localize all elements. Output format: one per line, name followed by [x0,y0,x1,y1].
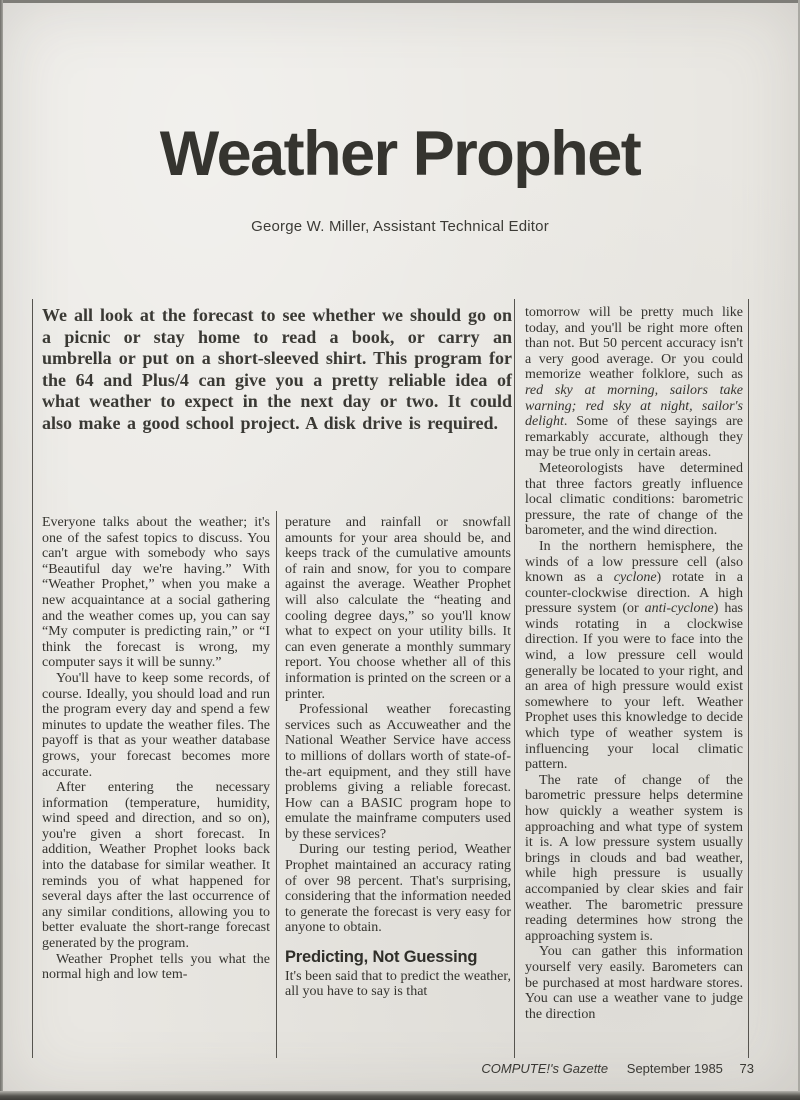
magazine-name: COMPUTE!'s Gazette [481,1061,609,1076]
article-byline: George W. Miller, Assistant Technical Editor [251,218,549,235]
text-segment: During our testing period, Weather Prophet maintained an accuracy rating of over 98 percent. That's surprising, considering that the information needed to generate the forecast is very easy for anyone to obtain. [285,842,511,936]
column-divider-left [276,511,277,1058]
text-segment: Professional weather forecasting services such as Accuweather and the National Weather Service have access to millions of dollars worth of state-of-the-art equipment, and they still have problems giving a reliable forecast. How can a BASIC program hope to emulate the mainframe computers used by these services? [285,702,511,842]
text-segment: Everyone talks about the weather; it's one of the safest topics to discuss. You can't argue with somebody who says “Beautiful day we're having.” With “Weather Prophet,” when you make a new acquaintance at a social gathering and the weather comes up, you can say “My computer is predicting rain,” or “I think the forecast is wrong, my computer says it will be sunny.” [42,515,270,671]
text-segment: Meteorologists have determined that three factors greatly influence local climatic conditions: barometric pressure, the rate of change of the barometer, and the wind direction. [525,460,743,539]
text-segment: In the northern hemisphere, the winds of a low pressure cell (also known as a [525,538,743,586]
paragraph [525,944,743,1022]
italic-text-segment: red sky at morning, sailors take warning; red sky at night, sailor's delight [525,382,743,430]
text-segment: Predicting, Not Guessing [285,948,478,967]
article-title: Weather Prophet [159,119,641,189]
paragraph [285,969,511,1000]
paragraph [525,539,743,773]
column-right [525,305,743,1022]
paragraph [42,515,270,671]
section-heading [285,950,511,966]
intro-paragraph: We all look at the forecast to see whether we should go on a picnic or stay home to read a book, or carry an umbrella or put on a short-sleeved shirt. This program for the 64 and Plus/4 can give you a pretty reliable idea of what weather to expect in the next day or two. It could also make a good school project. A disk drive is required. [42,305,512,433]
italic-text-segment: anti-cyclone [644,601,714,617]
text-segment: You can gather this information yourself very easily. Barometers can be purchased at most hardware stores. You can use a weather vane to judge the direction [525,944,743,1022]
paragraph [285,515,511,702]
column-middle [285,515,511,1000]
paragraph [42,780,270,952]
paragraph [525,461,743,539]
paragraph [525,305,743,461]
paragraph [42,671,270,780]
page-footer [32,1061,754,1076]
text-segment: After entering the necessary information (temperature, humidity, wind speed and direction, and so on), you're given a short forecast. In addition, Weather Prophet looks back into the database for similar weather. It reminds you of what happened for several days after the last occurrence of any similar conditions, allowing you to better evaluate the short-range forecast generated by the program. [42,780,270,952]
paragraph [285,842,511,936]
scan-edge-bottom [0,1091,800,1100]
text-segment: ) rotate in a counter-clockwise direction. A high pressure system (or [525,570,743,617]
scan-edge-top [0,0,800,3]
text-segment: You'll have to keep some records, of course. Ideally, you should load and run the program every day and spend a few minutes to update the weather files. The payoff is that as your weather database grows, your forecast becomes more accurate. [42,670,270,780]
paragraph [285,702,511,842]
text-segment: perature and rainfall or snowfall amounts for your area should be, and keeps track of the cumulative amounts of rain and snow, for you to compare against the average. Weather Prophet will also calculate the “heating and cooling degree days,” so you'll know what to expect on your utility bills. It can even generate a monthly summary report. You choose whether all of this information is printed on the screen or a printer. [285,515,511,702]
issue-date: September 1985 [626,1061,723,1076]
page-number: 73 [739,1061,754,1076]
column-left [42,515,270,983]
text-segment: ) has winds rotating in a clockwise direction. If you were to face into the wind, a low pressure cell would generally be located to your right, and an area of high pressure would exist somewhere to your left. Weather Prophet uses this knowledge to decide which type of weather system is influencing your local climatic pattern. [525,601,743,773]
paragraph [525,773,743,945]
article-body [32,299,749,1058]
text-segment: It's been said that to predict the weather, all you have to say is that [285,968,511,1000]
text-segment: Weather Prophet tells you what the normal high and low tem- [42,951,270,983]
column-divider-right [514,299,515,1058]
text-segment: tomorrow will be pretty much like today, and you'll be right more often than not. But 50 percent accuracy isn't a very good average. Or you could memorize weather folklore, such as [525,305,743,383]
italic-text-segment: cyclone [613,570,657,586]
text-segment: . Some of these sayings are remarkably accurate, although they may be true only in certain areas. [525,414,743,461]
text-segment: The rate of change of the barometric pressure helps determine how quickly a weather system is approaching and what type of system it is. A low pressure system usually brings in clouds and bad weather, while high pressure is usually accompanied by clear skies and fair weather. The barometric pressure reading determines how strong the approaching system is. [525,772,743,944]
paragraph [42,952,270,983]
